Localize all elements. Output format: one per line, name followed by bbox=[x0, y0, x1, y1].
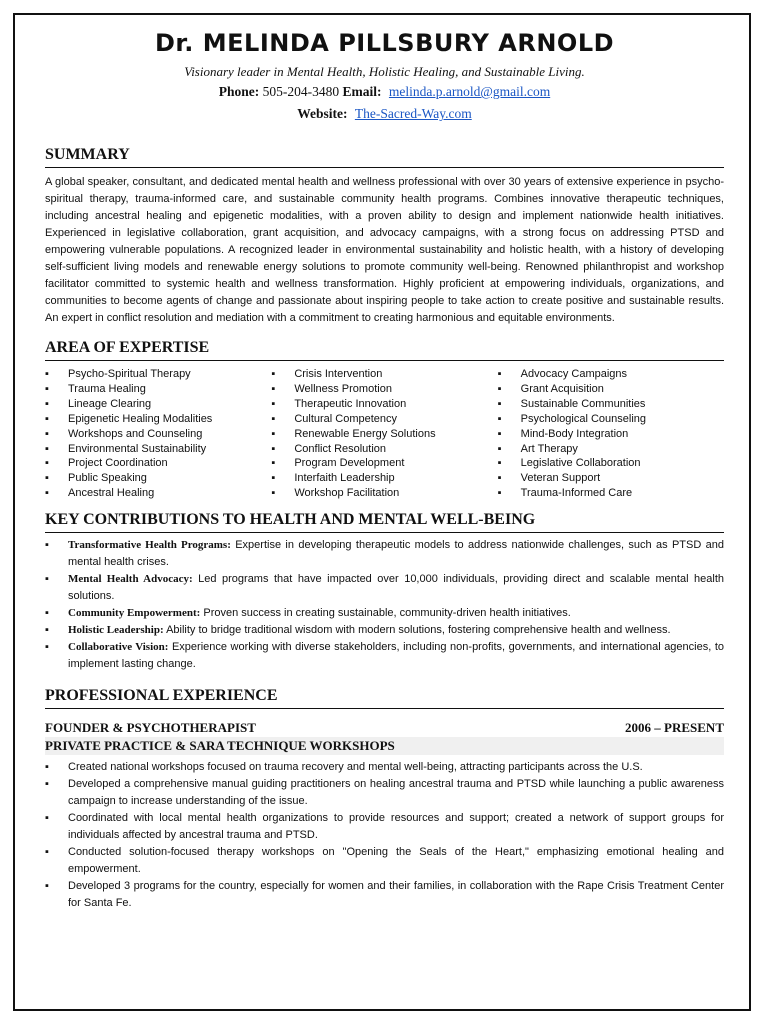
candidate-name: Dr. MELINDA PILLSBURY ARNOLD bbox=[154, 29, 615, 57]
expertise-item: ▪ Public Speaking bbox=[45, 471, 271, 486]
experience-item: ▪ Conducted solution-focused therapy workshops on "Opening the Seals of the Heart," emphasizing emotional healing and empowerment. bbox=[45, 844, 724, 878]
expertise-item: ▪ Mind-Body Integration bbox=[498, 427, 724, 442]
contribution-item bbox=[45, 537, 724, 571]
expertise-column-1 bbox=[45, 367, 271, 501]
expertise-item: ▪ Legislative Collaboration bbox=[498, 456, 724, 471]
expertise-item: ▪ Trauma Healing bbox=[45, 382, 271, 397]
expertise-item: ▪ Crisis Intervention bbox=[271, 367, 497, 382]
email-link[interactable]: melinda.p.arnold@gmail.com bbox=[388, 84, 551, 99]
expertise-item: ▪ Ancestral Healing bbox=[45, 486, 271, 501]
expertise-item: ▪ Lineage Clearing bbox=[45, 397, 271, 412]
expertise-item: ▪ Veteran Support bbox=[498, 471, 724, 486]
expertise-item: ▪ Project Coordination bbox=[45, 456, 271, 471]
expertise-item: ▪ Therapeutic Innovation bbox=[271, 397, 497, 412]
expertise-item: ▪ Program Development bbox=[271, 456, 497, 471]
contribution-text: Led programs that have impacted over 10,000 individuals, providing direct and scalable mental health solutions. bbox=[68, 573, 724, 603]
website-line bbox=[45, 104, 724, 124]
expertise-item: ▪ Renewable Energy Solutions bbox=[271, 427, 497, 442]
expertise-item: ▪ Environmental Sustainability bbox=[45, 442, 271, 457]
contribution-item bbox=[45, 605, 724, 622]
summary-section bbox=[45, 146, 724, 327]
expertise-item: ▪ Cultural Competency bbox=[271, 412, 497, 427]
contact-line bbox=[45, 82, 724, 102]
expertise-section bbox=[45, 339, 724, 501]
contribution-text: Proven success in creating sustainable, community-driven health initiatives. bbox=[200, 607, 571, 620]
expertise-item: ▪ Sustainable Communities bbox=[498, 397, 724, 412]
expertise-grid bbox=[45, 367, 724, 501]
expertise-item: ▪ Workshop Facilitation bbox=[271, 486, 497, 501]
contributions-list bbox=[45, 537, 724, 673]
contribution-item bbox=[45, 622, 724, 639]
experience-section bbox=[45, 687, 724, 912]
contribution-text: Expertise in developing therapeutic models to address nationwide challenges, such as PTSD and mental health crises. bbox=[68, 539, 725, 569]
contribution-lead: Collaborative Vision: bbox=[68, 641, 169, 654]
experience-item: ▪ Created national workshops focused on trauma recovery and mental well-being, attracting participants across the U.S. bbox=[45, 759, 724, 776]
phone-number: 505-204-3480 bbox=[262, 84, 340, 99]
contribution-item bbox=[45, 571, 724, 605]
expertise-item: ▪ Workshops and Counseling bbox=[45, 427, 271, 442]
expertise-item: ▪ Grant Acquisition bbox=[498, 382, 724, 397]
experience-list bbox=[45, 759, 724, 912]
contribution-lead: Transformative Health Programs: bbox=[68, 539, 231, 552]
expertise-item: ▪ Psychological Counseling bbox=[498, 412, 724, 427]
tagline: Visionary leader in Mental Health, Holistic Healing, and Sustainable Living. bbox=[184, 64, 585, 79]
expertise-item: ▪ Wellness Promotion bbox=[271, 382, 497, 397]
experience-item: ▪ Coordinated with local mental health organizations to provide resources and support; created a network of support groups for individuals affected by ancestral trauma and PTSD. bbox=[45, 810, 724, 844]
experience-heading: PROFESSIONAL EXPERIENCE bbox=[45, 687, 724, 709]
expertise-column-2 bbox=[271, 367, 497, 501]
summary-heading: SUMMARY bbox=[45, 146, 724, 168]
expertise-item: ▪ Interfaith Leadership bbox=[271, 471, 497, 486]
contribution-item bbox=[45, 639, 724, 673]
job-dates: 2006 – PRESENT bbox=[625, 720, 724, 736]
website-label: Website: bbox=[297, 106, 348, 121]
summary-text: A global speaker, consultant, and dedicated mental health and wellness professional with over 30 years of extensive experience in psycho-spiritual therapy, trauma-informed care, and sustainable community health programs. Combines innovative therapeutic techniques, including ancestral healing and epigenetic modalities, with a proven ability to design and implement nationwide health initiatives. Experienced in legislative collaboration, grant acquisition, and advocacy campaigns, with a strong focus on addressing PTSD and empowering vulnerable populations. A recognized leader in environmental sustainability and holistic health, with a history of developing self-sufficient living models and renewable energy solutions to promote community well-being. Renowned philanthropist and workshop facilitator committed to systemic health and wellness transformation. Highly proficient at empowering individuals, organizations, and communities to become agents of change and passionate about inspiring people to take action to create positive and sustainable results. An expert in conflict resolution and mediation with a commitment to creating harmonious and equitable environments. bbox=[45, 176, 724, 324]
contributions-section bbox=[45, 511, 724, 673]
contributions-heading: KEY CONTRIBUTIONS TO HEALTH AND MENTAL WELL-BEING bbox=[45, 511, 724, 533]
expertise-item: ▪ Trauma-Informed Care bbox=[498, 486, 724, 501]
expertise-item: ▪ Psycho-Spiritual Therapy bbox=[45, 367, 271, 382]
phone-label: Phone: bbox=[218, 84, 260, 99]
expertise-item: ▪ Art Therapy bbox=[498, 442, 724, 457]
expertise-item: ▪ Advocacy Campaigns bbox=[498, 367, 724, 382]
contribution-lead: Holistic Leadership: bbox=[68, 624, 164, 637]
email-label: Email: bbox=[342, 84, 382, 99]
organization-name: PRIVATE PRACTICE & SARA TECHNIQUE WORKSHOPS bbox=[45, 737, 724, 755]
contribution-text: Ability to bridge traditional wisdom with modern solutions, fostering comprehensive health and wellness. bbox=[163, 624, 671, 637]
resume bbox=[45, 28, 724, 912]
contribution-lead: Mental Health Advocacy: bbox=[68, 573, 193, 586]
contribution-text: Experience working with diverse stakeholders, including non-profits, governments, and international agencies, to implement lasting change. bbox=[68, 641, 725, 671]
experience-item: ▪ Developed 3 programs for the country, especially for women and their families, in collaboration with the Rape Crisis Treatment Center for Santa Fe. bbox=[45, 878, 724, 912]
job-title: FOUNDER & PSYCHOTHERAPIST bbox=[45, 720, 256, 736]
contribution-lead: Community Empowerment: bbox=[68, 607, 201, 620]
expertise-column-3 bbox=[498, 367, 724, 501]
expertise-item: ▪ Conflict Resolution bbox=[271, 442, 497, 457]
expertise-item: ▪ Epigenetic Healing Modalities bbox=[45, 412, 271, 427]
website-link[interactable]: The-Sacred-Way.com bbox=[354, 106, 472, 121]
role-row bbox=[45, 719, 724, 736]
experience-item: ▪ Developed a comprehensive manual guiding practitioners on healing ancestral trauma and PTSD while launching a public awareness campaign to increase understanding of the issue. bbox=[45, 776, 724, 810]
expertise-heading: AREA OF EXPERTISE bbox=[45, 339, 724, 361]
